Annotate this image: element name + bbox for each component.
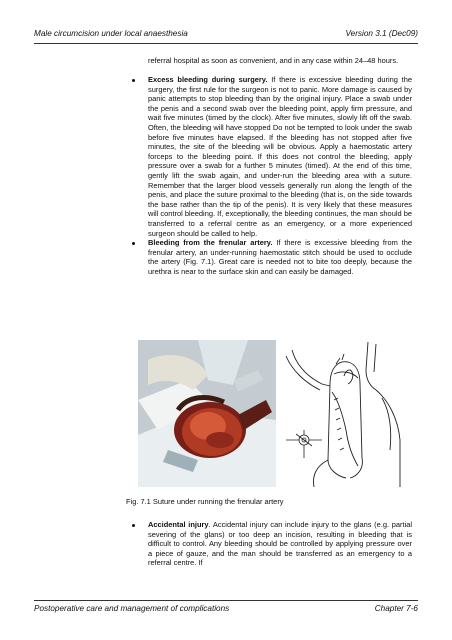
header-title: Male circumcision under local anaesthesia [34, 29, 188, 38]
bullet-body: If there is excessive bleeding during the surgery, the first rule for the surgeon is not to panic. More damage is caused by panic attempts to stop bleeding than by the original injury. Place a swab under the penis and a second swab over the bleeding point, apply firm pressure, and wait five minutes (timed by the clock). After five minutes, slowly lift off the swab. Often, the bleeding will have stopped Do not be tempted to look under the swab before five minutes have elapsed. If the bleeding has not stopped after five minutes, the site of the bleeding will be obvious. Apply a haemostatic artery forceps to the bleeding point. If this does not control the bleeding, apply pressure over a swab for a further 5 minutes (timed). At the end of this time, gently lift the swab again, and under-run the bleeding area with a suture. Remember that the larger blood vessels generally run along the length of the penis, and place the suture proximal to the bleeding (that is, on the side towards the base rather than the tip of the penis). It is very likely that these measures will control bleeding. If, exceptionally, the bleeding continues, the man should be transferred to a referral centre as an emergency, or a more experienced surgeon should be called to help. [148, 75, 412, 238]
intro-paragraph: referral hospital as soon as convenient, and in any case within 24–48 hours. [148, 56, 399, 65]
bullet-body: . Accidental injury can include injury to the glans (e.g. partial severing of the glans) or too deep an incision, resulting in bleeding that is difficult to control. Any bleeding should be controlled by applying pressure over a piece of gauze, and the man should be transferred as an emergency to a referral centre. If [148, 520, 413, 568]
header-version: Version 3.1 (Dec09) [345, 29, 418, 38]
bullet-title: Excess bleeding during surgery. [148, 75, 268, 84]
bullet-frenular-artery [126, 238, 412, 276]
bullet-title: Accidental injury [148, 520, 209, 529]
page-header [34, 29, 418, 38]
surgical-photo-svg [138, 340, 276, 487]
suture-line-drawing [272, 340, 404, 487]
bullet-excess-bleeding [126, 75, 412, 238]
bullet-list [126, 75, 412, 276]
surgical-photo-image [138, 340, 276, 487]
bullet-body: If there is excessive bleeding from the frenular artery, an under-running haemostatic stitch should be used to occlude the artery (Fig. 7.1). Great care is needed not to bite too deeply, because the urethra is near to the surface skin and can easily be damaged. [148, 238, 412, 276]
header-rule [34, 43, 418, 44]
footer-rule [34, 600, 418, 601]
bullet-list-continued [126, 520, 412, 568]
footer-chapter: Chapter 7-6 [374, 604, 418, 613]
bullet-title: Bleeding from the frenular artery. [148, 238, 273, 248]
footer-title: Postoperative care and management of complications [34, 604, 230, 613]
bullet-accidental-injury [126, 520, 412, 568]
figure-caption: Fig. 7.1 Suture under running the frenular artery [126, 497, 284, 506]
suture-drawing-svg [272, 340, 404, 487]
page-footer [34, 604, 418, 613]
